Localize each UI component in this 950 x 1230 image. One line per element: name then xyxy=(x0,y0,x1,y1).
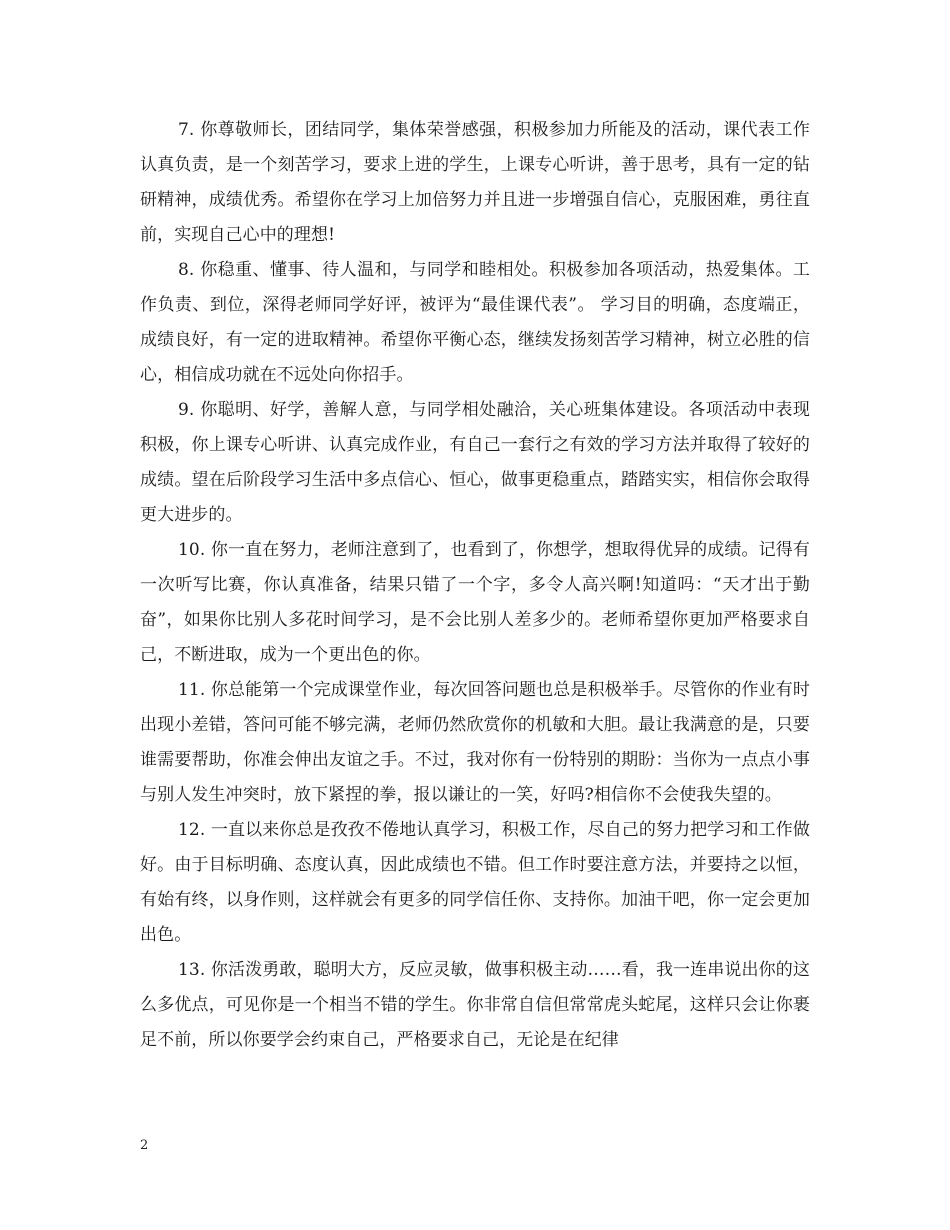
page-number: 2 xyxy=(140,1138,149,1153)
comment-paragraph-10: 10. 你一直在努力，老师注意到了，也看到了，你想学，想取得优异的成绩。记得有一次听写比赛，你认真准备，结果只错了一个字，多令人高兴啊!知道吗：“天才出于勤奋”，如果你比别人多花时间学习，是不会比别人差多少的。老师希望你更加严格要求自己，不断进取，成为一个更出色的你。 xyxy=(140,540,810,665)
comment-paragraph-7: 7. 你尊敬师长，团结同学，集体荣誉感强，积极参加力所能及的活动，课代表工作认真负责，是一个刻苦学习，要求上进的学生，上课专心听讲，善于思考，具有一定的钻研精神，成绩优秀。希望你在学习上加倍努力并且进一步增强自信心，克服困难，勇往直前，实现自己心中的理想! xyxy=(140,120,810,245)
comment-paragraph-8: 8. 你稳重、懂事、待人温和，与同学和睦相处。积极参加各项活动，热爱集体。工作负责、到位，深得老师同学好评，被评为“最佳课代表”。 学习目的明确，态度端正，成绩良好，有一定的进取精神。希望你平衡心态，继续发扬刻苦学习精神，树立必胜的信心，相信成功就在不远处向你招手。 xyxy=(140,260,810,385)
comment-paragraph-13: 13. 你活泼勇敢，聪明大方，反应灵敏，做事积极主动……看，我一连串说出你的这么多优点，可见你是一个相当不错的学生。你非常自信但常常虎头蛇尾，这样只会让你裹足不前，所以你要学会约束自己，严格要求自己，无论是在纪律 xyxy=(140,960,810,1050)
comment-paragraph-9: 9. 你聪明、好学，善解人意，与同学相处融洽，关心班集体建设。各项活动中表现积极，你上课专心听讲、认真完成作业，有自己一套行之有效的学习方法并取得了较好的成绩。望在后阶段学习生活中多点信心、恒心，做事更稳重点，踏踏实实，相信你会取得更大进步的。 xyxy=(140,400,810,525)
comment-paragraph-11: 11. 你总能第一个完成课堂作业，每次回答问题也总是积极举手。尽管你的作业有时出现小差错，答问可能不够完满，老师仍然欣赏你的机敏和大胆。最让我满意的是，只要谁需要帮助，你准会伸出友谊之手。不过，我对你有一份特别的期盼：当你为一点点小事与别人发生冲突时，放下紧捏的拳，报以谦让的一笑，好吗?相信你不会使我失望的。 xyxy=(140,680,810,805)
comment-paragraph-12: 12. 一直以来你总是孜孜不倦地认真学习，积极工作，尽自己的努力把学习和工作做好。由于目标明确、态度认真，因此成绩也不错。但工作时要注意方法，并要持之以恒，有始有终，以身作则，这样就会有更多的同学信任你、支持你。加油干吧，你一定会更加出色。 xyxy=(140,820,810,945)
document-body xyxy=(140,113,810,1058)
